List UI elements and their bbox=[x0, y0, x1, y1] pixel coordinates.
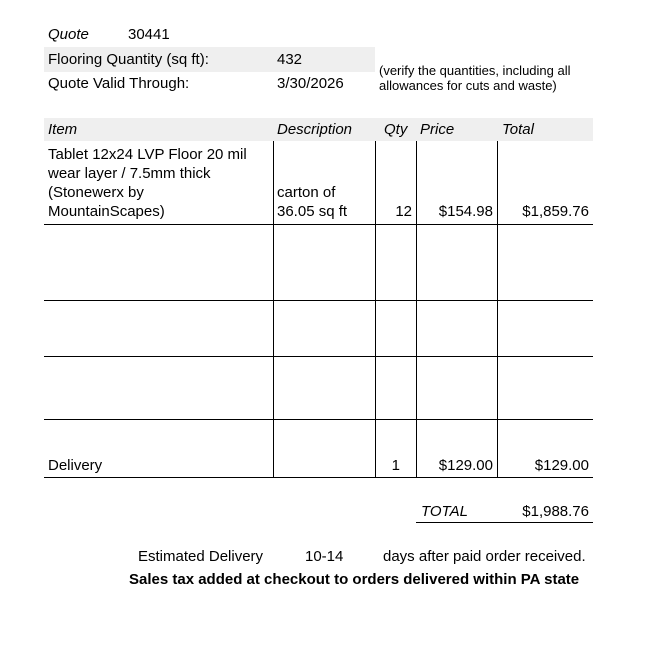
table-row-qty: 12 bbox=[395, 203, 412, 220]
delivery-total: $129.00 bbox=[534, 457, 589, 474]
sales-tax-note: Sales tax added at checkout to orders delivered within PA state bbox=[129, 571, 580, 588]
estimated-delivery-label: Estimated Delivery bbox=[138, 548, 264, 565]
table-row-description bbox=[277, 183, 347, 221]
item-line: Tablet 12x24 LVP Floor 20 mil bbox=[48, 146, 247, 163]
column-divider bbox=[375, 141, 376, 477]
table-row-total: $1,859.76 bbox=[522, 203, 589, 220]
row-divider bbox=[44, 300, 593, 301]
table-row-item bbox=[48, 145, 247, 221]
total-underline bbox=[416, 522, 593, 523]
estimated-delivery-range: 10-14 bbox=[305, 548, 344, 565]
delivery-item: Delivery bbox=[48, 457, 103, 474]
total-label: TOTAL bbox=[421, 503, 468, 520]
flooring-quantity-label: Flooring Quantity (sq ft): bbox=[48, 51, 209, 68]
description-line: 36.05 sq ft bbox=[277, 203, 348, 220]
quote-valid-value: 3/30/2026 bbox=[277, 75, 344, 92]
verify-note-line-1: (verify the quantities, including all bbox=[379, 63, 571, 78]
quote-number: 30441 bbox=[128, 26, 170, 43]
header-price: Price bbox=[420, 121, 455, 138]
verify-note-line-2: allowances for cuts and waste) bbox=[379, 78, 557, 93]
estimated-delivery-suffix: days after paid order received. bbox=[383, 548, 586, 565]
column-divider bbox=[497, 141, 498, 477]
header-qty: Qty bbox=[384, 121, 408, 138]
delivery-qty: 1 bbox=[391, 457, 400, 474]
row-divider bbox=[44, 419, 593, 420]
quote-valid-label: Quote Valid Through: bbox=[48, 75, 190, 92]
quote-label: Quote bbox=[48, 26, 89, 43]
item-line: (Stonewerx by bbox=[48, 184, 144, 201]
row-divider bbox=[44, 224, 593, 225]
total-value: $1,988.76 bbox=[522, 503, 589, 520]
header-total: Total bbox=[502, 121, 534, 138]
header-description: Description bbox=[277, 121, 353, 138]
table-row-price: $154.98 bbox=[438, 203, 493, 220]
item-line: wear layer / 7.5mm thick bbox=[48, 165, 211, 182]
item-line: MountainScapes) bbox=[48, 203, 165, 220]
flooring-quantity-value: 432 bbox=[277, 51, 303, 68]
row-divider bbox=[44, 356, 593, 357]
description-line: carton of bbox=[277, 184, 336, 201]
delivery-price: $129.00 bbox=[438, 457, 493, 474]
column-divider bbox=[416, 141, 417, 477]
row-divider bbox=[44, 477, 593, 478]
header-item: Item bbox=[48, 121, 78, 138]
column-divider bbox=[273, 141, 274, 477]
